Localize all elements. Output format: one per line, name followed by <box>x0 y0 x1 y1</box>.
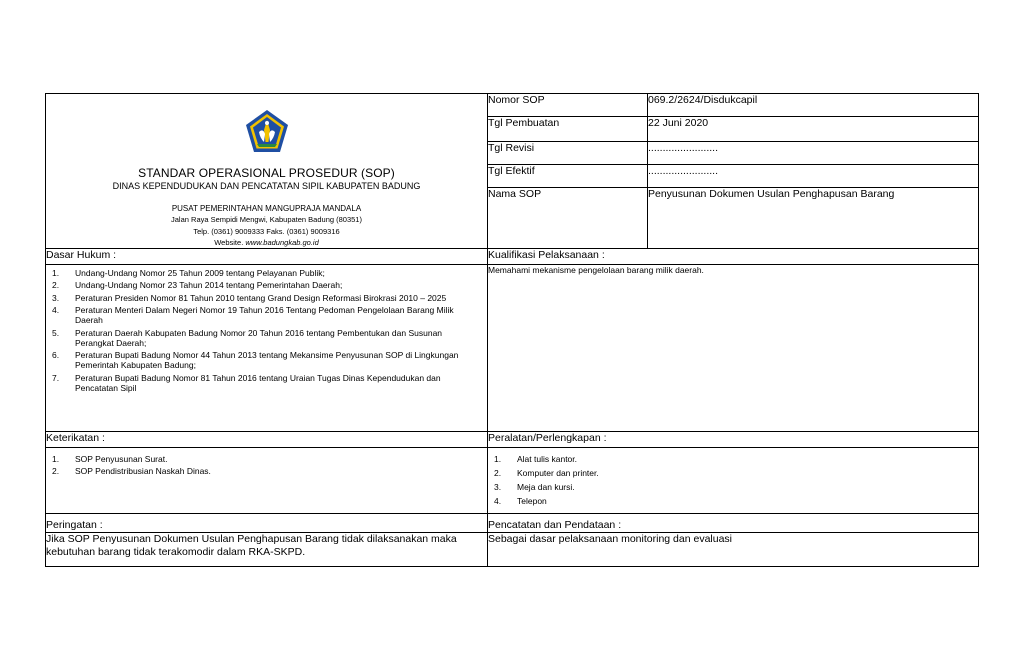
peringatan-text: Jika SOP Penyusunan Dokumen Usulan Penghapusan Barang tidak dilaksanakan maka kebutuhan barang tidak terakomodir dalam RKA-SKPD. <box>46 532 488 566</box>
peralatan-heading: Peralatan/Perlengkapan : <box>488 431 979 447</box>
info-label-revisi: Tgl Revisi <box>488 142 648 165</box>
dasar-hukum-heading: Dasar Hukum : <box>46 248 488 264</box>
list-item: 4. Peraturan Menteri Dalam Negeri Nomor 19 Tahun 2016 Tentang Pedoman Pengelolaan Barang Milik Daerah <box>52 305 454 325</box>
list-item: 1. Undang-Undang Nomor 25 Tahun 2009 tentang Pelayanan Publik; <box>52 267 325 278</box>
keterikatan-list <box>46 454 487 477</box>
info-value-nomor: 069.2/2624/Disdukcapil <box>648 94 979 117</box>
info-value-nama: Penyusunan Dokumen Usulan Penghapusan Barang <box>648 187 979 248</box>
agency-name: DINAS KEPENDUDUKAN DAN PENCATATAN SIPIL KABUPATEN BADUNG <box>112 181 421 191</box>
sop-title: STANDAR OPERASIONAL PROSEDUR (SOP) <box>138 166 395 180</box>
office-name: PUSAT PEMERINTAHAN MANGUPRAJA MANDALA <box>171 204 362 213</box>
info-label-nomor: Nomor SOP <box>488 94 648 117</box>
office-phone: Telp. (0361) 9009333 Faks. (0361) 9009316 <box>193 226 340 236</box>
dasar-hukum-cell <box>46 264 488 431</box>
peralatan-cell <box>488 447 979 513</box>
info-value-efektif: ........................ <box>648 165 979 188</box>
keterikatan-heading: Keterikatan : <box>46 431 488 447</box>
list-item: 1. Alat tulis kantor. <box>494 453 578 464</box>
list-item: 6. Peraturan Bupati Badung Nomor 44 Tahun 2013 tentang Mekansime Penyusunan SOP di Lingkungan Pemerintah Kabupaten Badung; <box>52 350 459 370</box>
list-item: 2. SOP Pendistribusian Naskah Dinas. <box>52 466 211 476</box>
list-item: 2. Undang-Undang Nomor 23 Tahun 2014 tentang Pemerintahan Daerah; <box>52 280 343 290</box>
info-label-pembuatan: Tgl Pembuatan <box>488 116 648 142</box>
info-value-revisi: ........................ <box>648 142 979 165</box>
office-address: Jalan Raya Sempidi Mengwi, Kabupaten Badung (80351) <box>171 215 362 224</box>
kualifikasi-heading: Kualifikasi Pelaksanaan : <box>488 248 979 264</box>
office-website <box>46 238 487 248</box>
dasar-hukum-list <box>46 268 487 393</box>
sop-table <box>45 93 979 567</box>
list-item: 1. SOP Penyusunan Surat. <box>52 453 168 464</box>
peringatan-heading: Peringatan : <box>46 513 488 532</box>
info-label-efektif: Tgl Efektif <box>488 165 648 188</box>
list-item: 5. Peraturan Daerah Kabupaten Badung Nomor 20 Tahun 2016 tentang Pembentukan dan Susunan Perangkat Daerah; <box>52 327 443 348</box>
list-item: 2. Komputer dan printer. <box>494 467 599 478</box>
keterikatan-cell <box>46 447 488 513</box>
list-item: 4. Telepon <box>494 495 547 506</box>
pencatatan-text: Sebagai dasar pelaksanaan monitoring dan evaluasi <box>488 532 979 566</box>
info-label-nama: Nama SOP <box>488 187 648 248</box>
website-label: Website. <box>214 238 244 247</box>
pencatatan-heading: Pencatatan dan Pendataan : <box>488 513 979 532</box>
list-item: 3. Meja dan kursi. <box>494 481 575 492</box>
sop-header <box>46 94 488 249</box>
peralatan-list <box>488 454 978 506</box>
list-item: 7. Peraturan Bupati Badung Nomor 81 Tahun 2016 tentang Uraian Tugas Dinas Kependudukan dan Pencatatan Sipil <box>52 372 441 393</box>
list-item: 3. Peraturan Presiden Nomor 81 Tahun 2010 tentang Grand Design Reformasi Birokrasi 2010 – 2025 <box>52 292 447 303</box>
website-link[interactable]: www.badungkab.go.id <box>245 238 319 247</box>
kualifikasi-text: Memahami mekanisme pengelolaan barang milik daerah. <box>488 264 979 431</box>
info-value-pembuatan: 22 Juni 2020 <box>648 116 979 142</box>
badung-regency-emblem-icon <box>243 108 291 156</box>
